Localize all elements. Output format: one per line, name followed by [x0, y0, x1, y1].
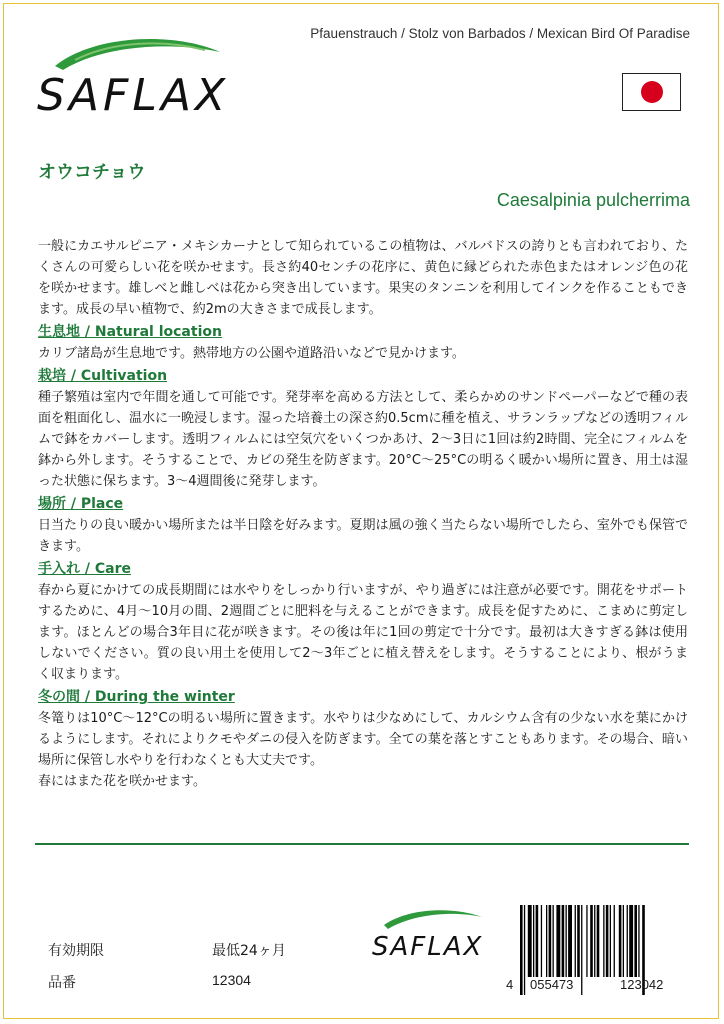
item-number-label: 品番: [48, 975, 76, 991]
section-heading-cultivation: 栽培 / Cultivation: [38, 368, 168, 384]
saflax-logo: [35, 30, 235, 125]
barcode-bar: [524, 905, 525, 995]
barcode-bar: [541, 905, 542, 977]
barcode-bar: [568, 905, 572, 977]
product-name-jp: オウコチョウ: [38, 162, 146, 183]
barcode-bar: [566, 905, 567, 977]
footer-logo-text: SAFLAX: [372, 932, 484, 962]
barcode-bar: [520, 905, 523, 995]
barcode-bar: [581, 905, 582, 995]
barcode-bar: [586, 905, 587, 977]
section-body-place: 日当たりの良い暖かい場所または半日陰を好みます。夏期は風の強く当たらない場所でしたら、室外でも保管できます。: [38, 518, 688, 554]
section-heading-natural-location: 生息地 / Natural location: [38, 324, 222, 340]
section-heading-winter: 冬の間 / During the winter: [38, 689, 235, 705]
section-body-natural-location: カリブ諸島が生息地です。熱帯地方の公園や道路沿いなどで見かけます。: [38, 346, 465, 361]
barcode-bar: [619, 905, 622, 977]
barcode-bar: [634, 905, 637, 977]
barcode-bar: [606, 905, 609, 977]
barcode-bar: [546, 905, 547, 977]
barcode-bar: [553, 905, 554, 977]
section-body-cultivation: 種子繁殖は室内で年間を通して可能です。発芽率を高める方法として、柔らかめのサンドペーパーなどで種の表面を粗面化し、温水に一晩浸します。湿った培養土の深さ約0.5cmに種を植え、サランラップなどの透明フィルムで鉢をカバーします。透明フィルムには空気穴をいくつかあけ、2～3日に1回は約2時間、完全にフィルムを鉢から外します。そうすることで、カビの発生を防ぎます。20°C～25°Cの明るく暖かい場所に置き、用土は湿った状態に保ちます。3～4週間後に発芽します。: [38, 390, 688, 489]
barcode-bar: [610, 905, 611, 977]
flag-sun: [641, 81, 663, 103]
section-heading-care: 手入れ / Care: [38, 561, 131, 577]
saflax-logo-footer: [370, 905, 490, 965]
japan-flag-icon: [622, 73, 681, 111]
barcode-bar: [549, 905, 552, 977]
barcode-lead-digit: 4: [506, 977, 514, 992]
barcode-bar: [627, 905, 628, 977]
expiry-value: 最低24ヶ月: [212, 943, 286, 959]
barcode-bar: [575, 905, 576, 977]
barcode-group-1: 055473: [530, 977, 574, 992]
section-body-winter: 冬篭りは10°C～12°Cの明るい場所に置きます。水やりは少なめにして、カルシウム含有の少ない水を葉にかけるようにします。それによりクモやダニの侵入を防ぎます。全ての葉を落とすこともあります。その場合、暗い場所に保管し水やりを行わなくとも大丈夫です。: [38, 711, 688, 768]
intro-text: 一般にカエサルピニア・メキシカーナとして知られているこの植物は、バルバドスの誇りとも言われており、たくさんの可愛らしい花を咲かせます。長さ約40センチの花序に、黄色に縁どられた赤色またはオレンジ色の花を咲かせます。雄しべと雌しべは花から突き出しています。果実のタンニンを利用してインクを作ることもできます。成長の早い植物で、約2mの大きさまで成長します。: [38, 239, 688, 317]
item-number-value: 12304: [212, 972, 251, 988]
barcode-bar: [594, 905, 595, 977]
section-heading-place: 場所 / Place: [38, 496, 124, 512]
logo-text: SAFLAX: [37, 70, 230, 121]
footer-divider: [35, 843, 689, 845]
barcode-bar: [597, 905, 600, 977]
barcode-bar: [536, 905, 539, 977]
barcode-bar: [562, 905, 565, 977]
barcode-bar: [533, 905, 534, 977]
barcode-bar: [623, 905, 624, 977]
description-content: [38, 236, 688, 792]
barcode-bar: [556, 905, 560, 977]
barcode-bar: [603, 905, 604, 977]
expiry-label: 有効期限: [48, 943, 104, 959]
barcode-bar: [528, 905, 532, 977]
section-body-care: 春から夏にかけての成長期間には水やりをしっかり行いますが、やり過ぎには注意が必要です。開花をサポートするために、4月～10月の間、2週間ごとに肥料を与えることができます。成長を促すために、こまめに剪定します。ほとんどの場合3年目に花が咲きます。その後は年に1回の剪定で十分です。最初は大きすぎる鉢は使用しないでください。質の良い用土を使用して2～3年ごとに植え替えをします。そうすることにより、根がうまく収まります。: [38, 583, 688, 682]
barcode-bar: [629, 905, 633, 977]
product-tagline: Pfauenstrauch / Stolz von Barbados / Mexican Bird Of Paradise: [310, 26, 690, 41]
barcode-bar: [638, 905, 639, 977]
barcode-bar: [590, 905, 593, 977]
barcode-bar: [614, 905, 615, 977]
barcode-bar: [577, 905, 580, 977]
barcode-group-2: 123042: [620, 977, 664, 992]
section-body-winter-2: 春にはまた花を咲かせます。: [38, 774, 206, 789]
product-name-latin: Caesalpinia pulcherrima: [496, 190, 690, 210]
